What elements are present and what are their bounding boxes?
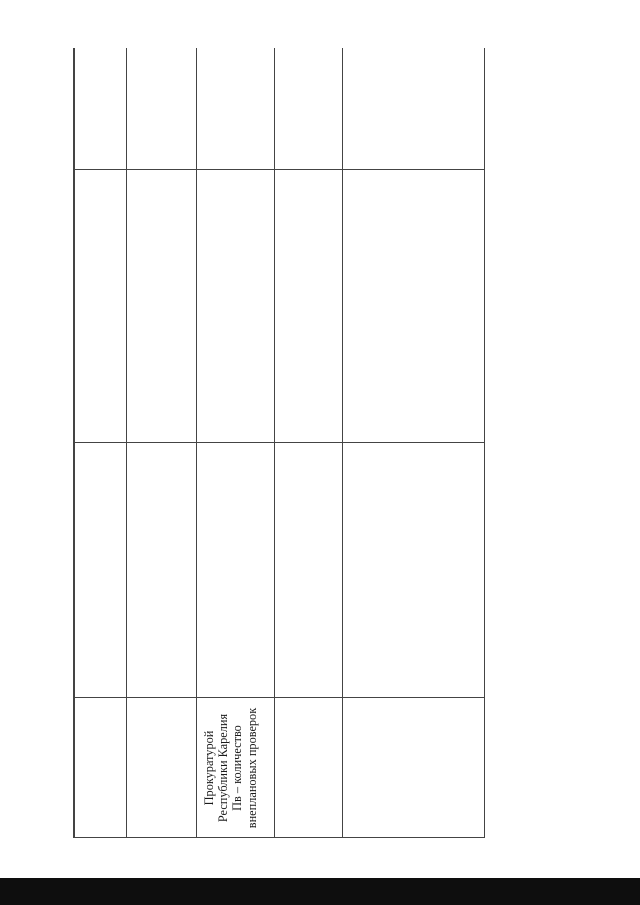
- top-row-continuation-cell-line: Республики Карелия: [216, 713, 231, 823]
- table-column-border: [126, 48, 127, 838]
- scanned-page: [73, 48, 483, 838]
- table-column-border: [74, 48, 75, 838]
- top-row-continuation-cell-line: Прокуратурой: [202, 730, 216, 806]
- top-row-continuation-cell-line: Пв – количество: [230, 725, 245, 811]
- table-row-border: [74, 442, 484, 443]
- top-row-continuation-cell-line: внеплановых проверок: [244, 707, 259, 829]
- top-row-continuation-cell: [196, 698, 274, 838]
- rotated-page-content: [73, 48, 483, 838]
- table-row-border: [74, 697, 484, 698]
- table-column-border: [274, 48, 275, 838]
- table-left-border: [74, 837, 484, 838]
- table-column-border: [342, 48, 343, 838]
- indicators-table: [73, 48, 485, 838]
- table-row-border: [74, 169, 484, 170]
- scan-dark-edge: [0, 878, 640, 905]
